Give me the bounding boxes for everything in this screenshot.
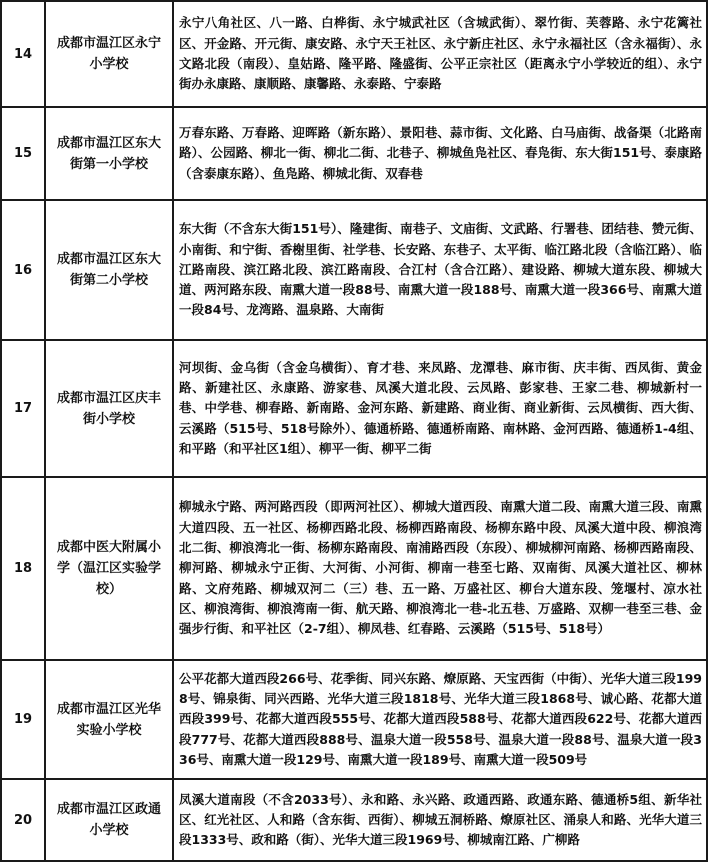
school-name: 成都市温江区光华实验小学校 — [45, 660, 173, 779]
school-name: 成都市温江区庆丰街小学校 — [45, 340, 173, 477]
enrollment-area: 柳城永宁路、两河路西段（即两河社区）、柳城大道西段、南熏大道二段、南熏大道三段、南熏大道四段、五一社区、杨柳西路北段、杨柳西路南段、杨柳东路中段、凤溪大道中段、柳浪湾北二街、柳浪湾北一街、杨柳东路南段、南浦路西段（东段）、柳城柳河南路、杨柳西路南段、柳河路、柳城永宁正街、大河街、小河街、柳南一巷至七路、双南街、凤溪大道社区、柳林路、文府苑路、柳城双河二（三）巷、五一路、万盛社区、柳台大道东段、笼堰村、凉水社区、柳浪湾街、柳浪湾南一街、航天路、柳浪湾北一巷-北五巷、万盛路、双柳一巷至三巷、金强步行街、和平社区（2-7组）、柳凤巷、红春路、云溪路（515号、518号） — [173, 477, 707, 660]
table-row — [1, 660, 707, 779]
school-name: 成都市温江区永宁小学校 — [45, 1, 173, 107]
table-row — [1, 107, 707, 200]
enrollment-area: 凤溪大道南段（不含2033号）、永和路、永兴路、政通西路、政通东路、德通桥5组、新华社区、红光社区、人和路（含东街、西街）、柳城五洞桥路、燎原社区、涌泉人和路、光华大道三段1333号、政和路（街）、光华大道三段1969号、柳城南江路、广柳路 — [173, 779, 707, 861]
row-number: 17 — [1, 340, 45, 477]
table-row — [1, 340, 707, 477]
school-name: 成都中医大附属小学（温江区实验学校） — [45, 477, 173, 660]
table-row — [1, 477, 707, 660]
row-number: 18 — [1, 477, 45, 660]
enrollment-area: 东大街（不含东大街151号）、隆建街、南巷子、文庙街、文武路、行署巷、团结巷、赞元街、小南街、和宁街、香榭里街、社学巷、长安路、东巷子、太平街、临江路北段（含临江路）、临江路南段、滨江路北段、滨江路南段、合江村（含合江路）、建设路、柳城大道东段、柳城大道、两河路东段、南熏大道一段88号、南熏大道一段188号、南熏大道一段366号、南熏大道一段84号、龙湾路、温泉路、大南街 — [173, 200, 707, 340]
enrollment-area: 永宁八角社区、八一路、白桦街、永宁城武社区（含城武街）、翠竹街、芙蓉路、永宁花篱社区、开金路、开元街、康安路、永宁天王社区、永宁新庄社区、永宁永福社区（含永福街）、永文路北段（南段）、皇姑路、隆平路、隆盛街、公平正宗社区（距离永宁小学较近的组）、永宁街办永康路、康顺路、康馨路、永泰路、宁泰路 — [173, 1, 707, 107]
table-row — [1, 779, 707, 861]
enrollment-area: 河坝街、金乌街（含金乌横街）、育才巷、来凤路、龙潭巷、麻市街、庆丰街、西凤街、黄金路、新建社区、永康路、游家巷、凤溪大道北段、云凤路、彭家巷、王家二巷、柳城新村一巷、中学巷、柳春路、新南路、金河东路、新建路、商业街、商业新街、云凤横街、西大街、云溪路（515号、518号除外）、德通桥路、德通桥南路、南林路、金河西路、德通桥1-4组、和平路（和平社区1组）、柳平一街、柳平二街 — [173, 340, 707, 477]
table-row — [1, 200, 707, 340]
row-number: 20 — [1, 779, 45, 861]
row-number: 19 — [1, 660, 45, 779]
enrollment-area: 万春东路、万春路、迎晖路（新东路）、景阳巷、蒜市街、文化路、白马庙街、战备渠（北路南路）、公园路、柳北一街、柳北二街、北巷子、柳城鱼凫社区、春凫街、东大街151号、泰康路（含泰康东路）、鱼凫路、柳城北街、双春巷 — [173, 107, 707, 200]
row-number: 14 — [1, 1, 45, 107]
enrollment-area: 公平花都大道西段266号、花季街、同兴东路、燎原路、天宝西街（中街）、光华大道三段1998号、锦泉街、同兴西路、光华大道三段1818号、光华大道三段1868号、诚心路、花都大道西段399号、花都大道西段555号、花都大道西段588号、花都大道西段622号、花都大道西段777号、花都大道西段888号、温泉大道一段558号、温泉大道一段88号、温泉大道一段336号、南熏大道一段129号、南熏大道一段189号、南熏大道一段509号 — [173, 660, 707, 779]
school-name: 成都市温江区东大街第二小学校 — [45, 200, 173, 340]
school-name: 成都市温江区政通小学校 — [45, 779, 173, 861]
row-number: 16 — [1, 200, 45, 340]
row-number: 15 — [1, 107, 45, 200]
table-row — [1, 1, 707, 107]
school-name: 成都市温江区东大街第一小学校 — [45, 107, 173, 200]
